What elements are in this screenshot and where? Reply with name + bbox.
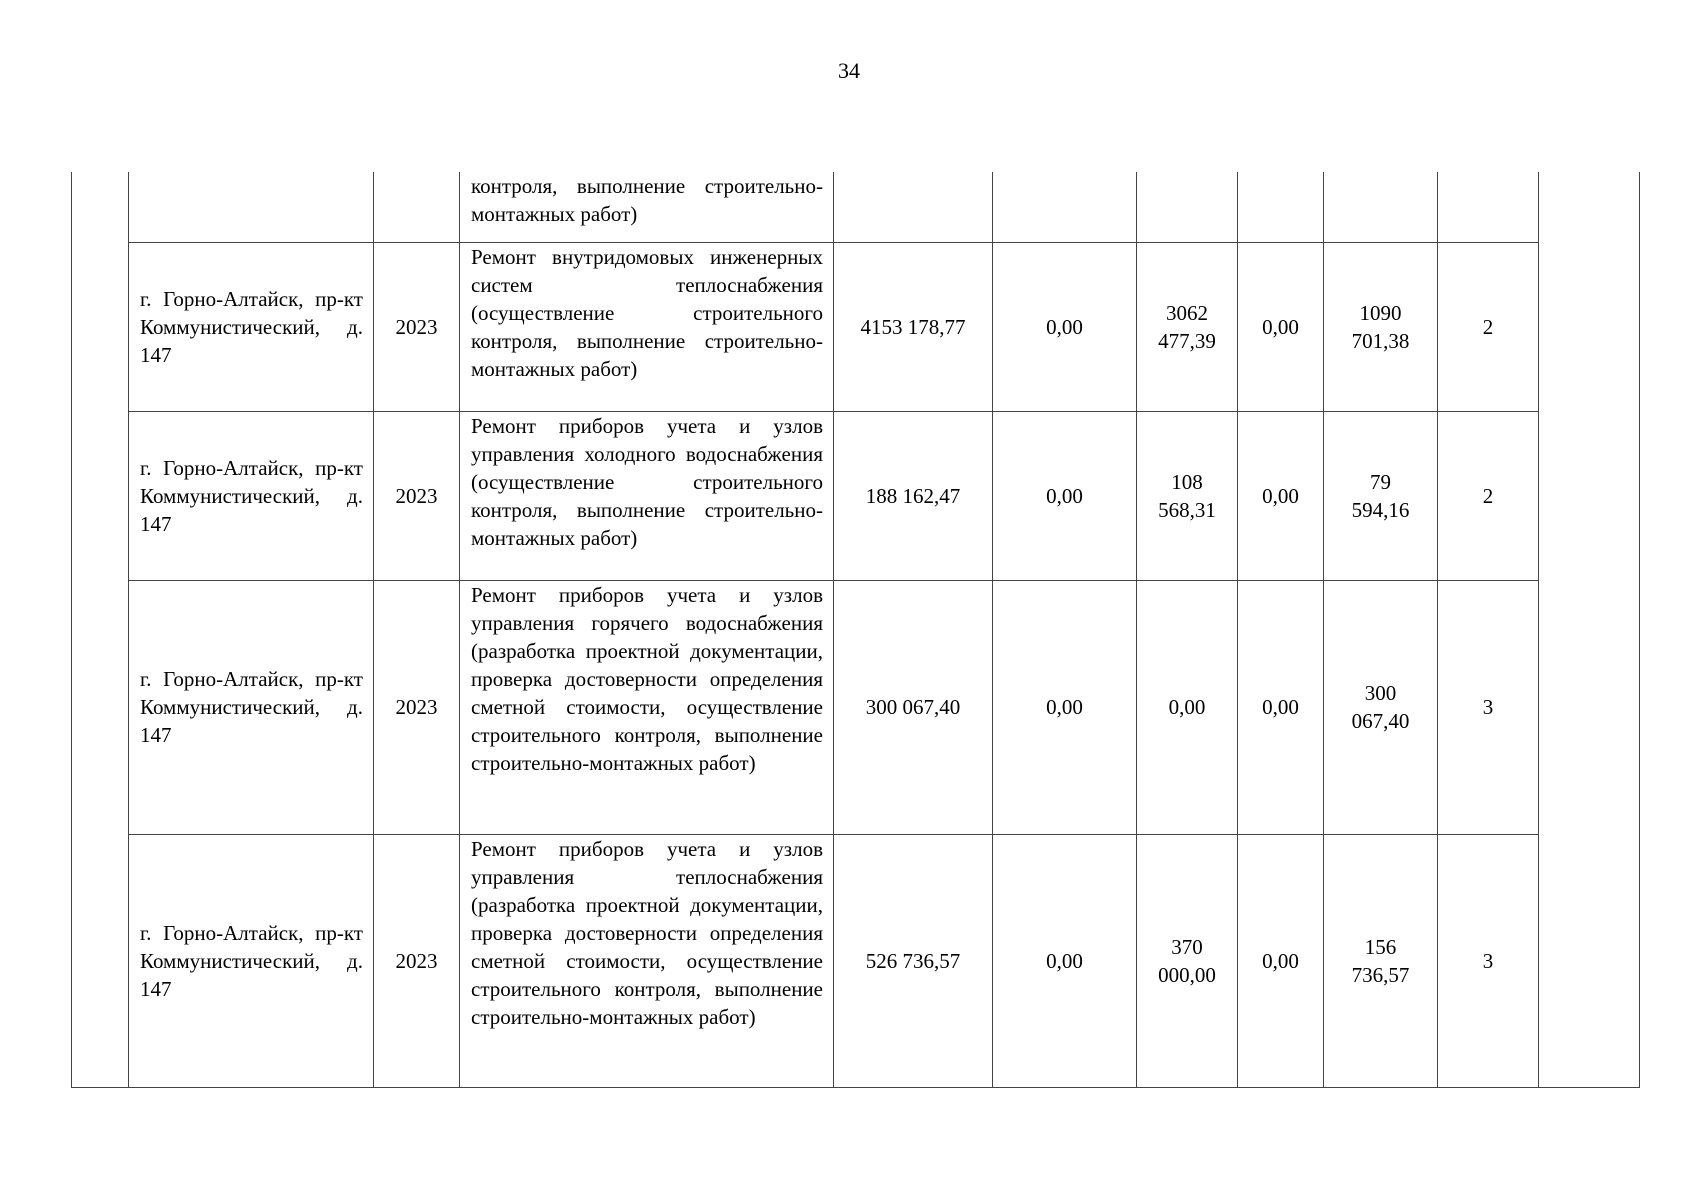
col9-cell: 3: [1438, 834, 1539, 1087]
col9-cell: 3: [1438, 580, 1539, 834]
year-cell: 2023: [374, 580, 460, 834]
description-text: Ремонт приборов учета и узлов управления холодного водоснабжения (осуществление строительного контроля, выполнение строительно-монтажных работ): [471, 413, 823, 550]
right-margin-cell: [1539, 580, 1640, 834]
col8-cell: [1324, 411, 1438, 580]
table-row-continuation: [72, 172, 1640, 242]
col9-cell: [1438, 172, 1539, 242]
margin-cell: [72, 834, 129, 1087]
year-cell: 2023: [374, 834, 460, 1087]
description-cell: [460, 580, 834, 834]
total-cell: 526 736,57: [834, 834, 993, 1087]
col8-cell: [1324, 580, 1438, 834]
col5-cell: 0,00: [993, 411, 1137, 580]
col5-cell: [993, 172, 1137, 242]
col7-cell: 0,00: [1238, 242, 1324, 411]
right-margin-cell: [1539, 242, 1640, 411]
total-cell: 4153 178,77: [834, 242, 993, 411]
year-cell: 2023: [374, 242, 460, 411]
margin-cell: [72, 580, 129, 834]
col6-cell: [1137, 834, 1238, 1087]
col8-cell: [1324, 242, 1438, 411]
page-number: 34: [838, 58, 860, 83]
address-text: г. Горно-Алтайск, пр-кт Коммунистический, д. 147: [140, 455, 363, 536]
address-text: г. Горно-Алтайск, пр-кт Коммунистический, д. 147: [140, 286, 363, 367]
table-row: [72, 242, 1640, 411]
col7-cell: 0,00: [1238, 580, 1324, 834]
margin-cell: [72, 242, 129, 411]
margin-cell: [72, 411, 129, 580]
col6-cell: [1137, 411, 1238, 580]
col8-value: 1090 701,38: [1351, 300, 1410, 353]
col7-cell: [1238, 172, 1324, 242]
right-margin-cell: [1539, 172, 1640, 242]
col6-cell: 0,00: [1137, 580, 1238, 834]
col6-value: 370 000,00: [1158, 934, 1216, 987]
capital-repair-table: [71, 172, 1640, 1088]
col9-cell: 2: [1438, 411, 1539, 580]
col8-value: 79 594,16: [1351, 469, 1410, 522]
table-row: [72, 411, 1640, 580]
col5-cell: 0,00: [993, 834, 1137, 1087]
description-text: Ремонт приборов учета и узлов управления горячего водоснабжения (разработка проектной документации, проверка достоверности определения сметной стоимости, осуществление строительного контроля, выполнение строительно-монтажных работ): [471, 582, 823, 775]
col8-cell: [1324, 172, 1438, 242]
description-text: контроля, выполнение строительно-монтажных работ): [471, 174, 823, 226]
table-row: [72, 834, 1640, 1087]
col8-value: 300 067,40: [1351, 681, 1410, 733]
col7-cell: 0,00: [1238, 411, 1324, 580]
margin-cell: [72, 172, 129, 242]
col8-cell: [1324, 834, 1438, 1087]
col6-cell: [1137, 172, 1238, 242]
right-margin-cell: [1539, 411, 1640, 580]
description-cell: [460, 834, 834, 1087]
total-cell: 188 162,47: [834, 411, 993, 580]
address-cell: [129, 172, 374, 242]
address-cell: [129, 242, 374, 411]
description-text: Ремонт приборов учета и узлов управления теплоснабжения (разработка проектной документации, проверка достоверности определения сметной стоимости, осуществление строительного контроля, выполнение строительно-монтажных работ): [471, 836, 823, 1029]
description-cell: [460, 411, 834, 580]
col5-cell: 0,00: [993, 242, 1137, 411]
description-cell: [460, 172, 834, 242]
right-margin-cell: [1539, 834, 1640, 1087]
address-text: г. Горно-Алтайск, пр-кт Коммунистический, д. 147: [140, 920, 363, 1001]
address-cell: [129, 834, 374, 1087]
year-cell: 2023: [374, 411, 460, 580]
total-cell: [834, 172, 993, 242]
col8-value: 156 736,57: [1351, 934, 1410, 987]
address-text: г. Горно-Алтайск, пр-кт Коммунистический, д. 147: [140, 667, 363, 747]
col6-cell: [1137, 242, 1238, 411]
table-row: [72, 580, 1640, 834]
total-cell: 300 067,40: [834, 580, 993, 834]
col5-cell: 0,00: [993, 580, 1137, 834]
col9-cell: 2: [1438, 242, 1539, 411]
col6-value: 108 568,31: [1158, 469, 1216, 522]
description-cell: [460, 242, 834, 411]
year-cell: [374, 172, 460, 242]
address-cell: [129, 411, 374, 580]
description-text: Ремонт внутридомовых инженерных систем теплоснабжения (осуществление строительного контроля, выполнение строительно-монтажных работ): [471, 244, 823, 381]
col6-value: 3062 477,39: [1158, 300, 1216, 353]
address-cell: [129, 580, 374, 834]
col7-cell: 0,00: [1238, 834, 1324, 1087]
